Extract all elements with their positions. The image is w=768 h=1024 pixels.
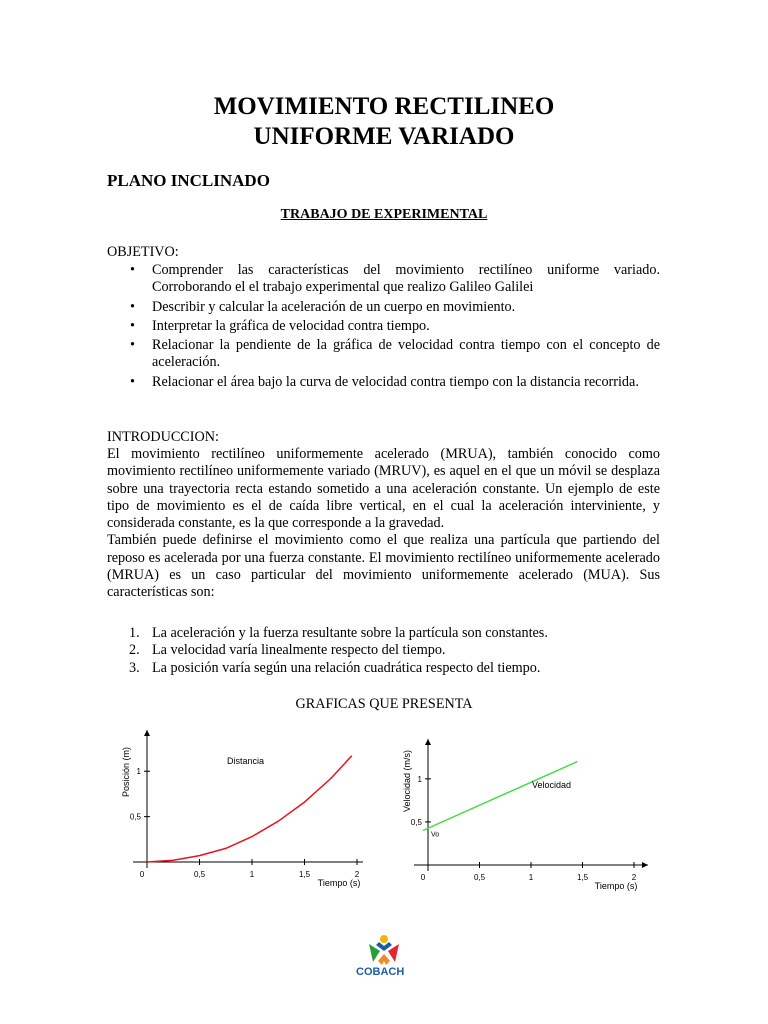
- annotation-label: Vo: [431, 831, 440, 839]
- item-number: 1.: [129, 625, 140, 641]
- logo-text: COBACH: [356, 966, 405, 978]
- item-number: 2.: [129, 642, 140, 659]
- x-tick-label: 1,5: [298, 870, 311, 879]
- x-axis-label: Tiempo (s): [594, 881, 638, 891]
- item-text: La aceleración y la fuerza resultante sobre la partícula son constantes.: [152, 625, 548, 641]
- objective-item: • Relacionar el área bajo la curva de velocidad contra tiempo con la distancia recorrida.: [107, 374, 660, 391]
- y-tick-label: 1: [136, 767, 141, 777]
- series-line: [423, 762, 577, 831]
- characteristic-item: [107, 660, 660, 677]
- section-subtitle: PLANO INCLINADO: [107, 171, 270, 190]
- graphs-heading: GRAFICAS QUE PRESENTA: [295, 696, 473, 712]
- objective-item: • Comprender las características del movimiento rectilíneo uniforme variado. Corroborando el el trabajo experimental que realizo Galileo Galilei: [107, 262, 660, 297]
- intro-body: [107, 446, 660, 602]
- x-axis-label: Tiempo (s): [317, 878, 361, 888]
- objective-item: • Relacionar la pendiente de la gráfica de velocidad contra tiempo con el concepto de aceleración.: [107, 337, 660, 372]
- x-tick-label: 2: [354, 870, 360, 879]
- y-axis-label: Posición (m): [121, 746, 131, 798]
- characteristic-item: [107, 625, 660, 642]
- y-tick-label: 1: [417, 774, 422, 784]
- y-axis-arrow: [425, 739, 431, 745]
- intro-paragraph-2: También puede definirse el movimiento como el que realiza una partícula que partiendo del reposo es acelerada por una fuerza constante. El movimiento rectilíneo uniformemente acelerado (MRUA) es un caso particular del movimiento uniformemente acelerado (MUA). Sus características son:: [107, 532, 660, 601]
- characteristics-list: [107, 625, 660, 677]
- characteristic-item: [107, 642, 660, 659]
- document-title-line-2: UNIFORME VARIADO: [253, 123, 515, 150]
- series-label: Distancia: [227, 756, 265, 766]
- x-tick-label: 1: [249, 870, 255, 879]
- objective-heading: OBJETIVO:: [107, 244, 179, 260]
- x-axis-arrow: [642, 862, 648, 868]
- series-label: Velocidad: [532, 780, 572, 790]
- work-title: TRABAJO DE EXPERIMENTAL: [280, 207, 488, 222]
- y-axis-arrow: [144, 730, 150, 736]
- series-line: [147, 756, 352, 862]
- y-axis-label: Velocidad (m/s): [402, 749, 412, 813]
- y-tick-label: 0,5: [410, 817, 422, 827]
- objectives-list: [107, 262, 660, 393]
- item-text: La posición varía según una relación cuadrática respecto del tiempo.: [152, 659, 541, 676]
- x-tick-label: 0: [420, 873, 426, 882]
- objective-item: • Describir y calcular la aceleración de un cuerpo en movimiento.: [107, 299, 660, 316]
- objective-item: • Interpretar la gráfica de velocidad contra tiempo.: [107, 318, 660, 335]
- x-tick-label: 0,5: [473, 873, 486, 882]
- cobach-logo-icon: [365, 934, 403, 968]
- x-tick-label: 0: [139, 870, 145, 879]
- item-number: 3.: [129, 659, 140, 676]
- x-tick-label: 1: [528, 873, 534, 882]
- intro-heading: INTRODUCCION:: [107, 429, 219, 445]
- intro-paragraph-1: El movimiento rectilíneo uniformemente acelerado (MRUA), también conocido como movimiento rectilíneo uniformemente variado (MRUV), es aquel en el que un móvil se desplaza sobre una trayectoria recta estando sometido a una aceleración constante. Un ejemplo de este tipo de movimiento es el de caída libre vertical, en el cual la aceleración interviniente, y considerada constante, es la que corresponde a la gravedad.: [107, 446, 660, 532]
- position-time-chart: [118, 724, 363, 894]
- item-text: La velocidad varía linealmente respecto del tiempo.: [152, 642, 446, 659]
- x-tick-label: 1,5: [576, 873, 589, 882]
- x-tick-label: 2: [631, 873, 637, 882]
- x-tick-label: 0,5: [193, 870, 206, 879]
- velocity-time-chart: [396, 730, 686, 895]
- document-title-line-1: MOVIMIENTO RECTILINEO: [213, 93, 555, 120]
- y-tick-label: 0,5: [129, 812, 141, 822]
